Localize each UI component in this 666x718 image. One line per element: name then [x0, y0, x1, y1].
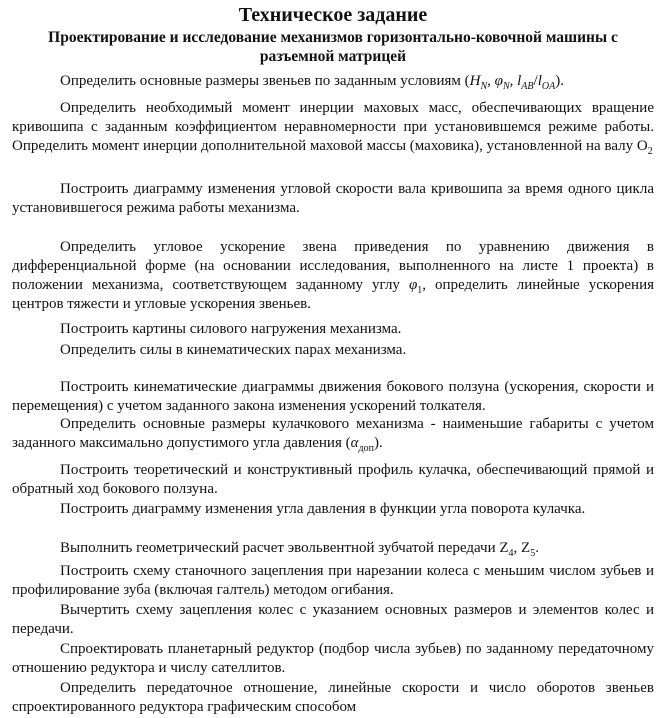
paragraph-8: Определить основные размеры кулачкового механизма - наименьшие габариты с учетом заданного максимально допустимого угла давления $(\alpha_{доп})$. — [12, 416, 654, 454]
paragraph-13: Вычертить схему зацепления колес с указанием основных размеров и элементов колес и передачи. — [12, 602, 654, 637]
document-title: Техническое задание — [238, 4, 428, 26]
paragraph-15: Определить передаточное отношение, линейные скорости и число оборотов звеньев спроектированного редуктора графическим способом — [12, 680, 654, 715]
paragraph-6: Определить силы в кинематических парах механизма. — [60, 342, 407, 358]
paragraph-3: Построить диаграмму изменения угловой скорости вала кривошипа за время одного цикла установившегося режима работы механизма. — [12, 181, 654, 216]
document-subtitle: Проектирование и исследование механизмов горизонтально-ковочной машины с разъемной матрицей — [48, 29, 618, 65]
paragraph-2: Определить необходимый момент инерции маховых масс, обеспечивающих вращение кривошипа с заданным коэффициентом неравномерности при установившемся режиме работы. Определить момент инерции дополнительной маховой массы (маховика), установленной на валу $O_2$ — [12, 100, 654, 157]
paragraph-7: Построить кинематические диаграммы движения бокового ползуна (ускорения, скорости и перемещения) с учетом заданного закона изменения ускорений толкателя. — [12, 379, 654, 414]
paragraph-4: Определить угловое ускорение звена приведения по уравнению движения в дифференциальной форме (на основании исследования, выполненного на листе 1 проекта) в положении механизма, соответствующем заданному углу $\varphi_1$, определить линейные ускорения центров тяжести и угловые ускорения звеньев. — [12, 239, 654, 312]
paragraph-1: Определить основные размеры звеньев по заданным условиям ($H_N$, $\varphi_N$, $l_{AB}/l_{OA}$). — [60, 73, 564, 92]
paragraph-14: Спроектировать планетарный редуктор (подбор числа зубьев) по заданному передаточному отношению редуктора и числу сателлитов. — [12, 641, 654, 676]
paragraph-12: Построить схему станочного зацепления при нарезании колеса с меньшим числом зубьев и профилирование зуба (включая галтель) методом огибания. — [12, 563, 654, 598]
paragraph-10: Построить диаграмму изменения угла давления в функции угла поворота кулачка. — [60, 501, 586, 517]
paragraph-5: Построить картины силового нагружения механизма. — [60, 321, 402, 337]
paragraph-11: Выполнить геометрический расчет эвольвентной зубчатой передачи $Z_4$, $Z_5$. — [60, 540, 539, 559]
paragraph-9: Построить теоретический и конструктивный профиль кулачка, обеспечивающий прямой и обратный ход бокового ползуна. — [12, 462, 654, 497]
